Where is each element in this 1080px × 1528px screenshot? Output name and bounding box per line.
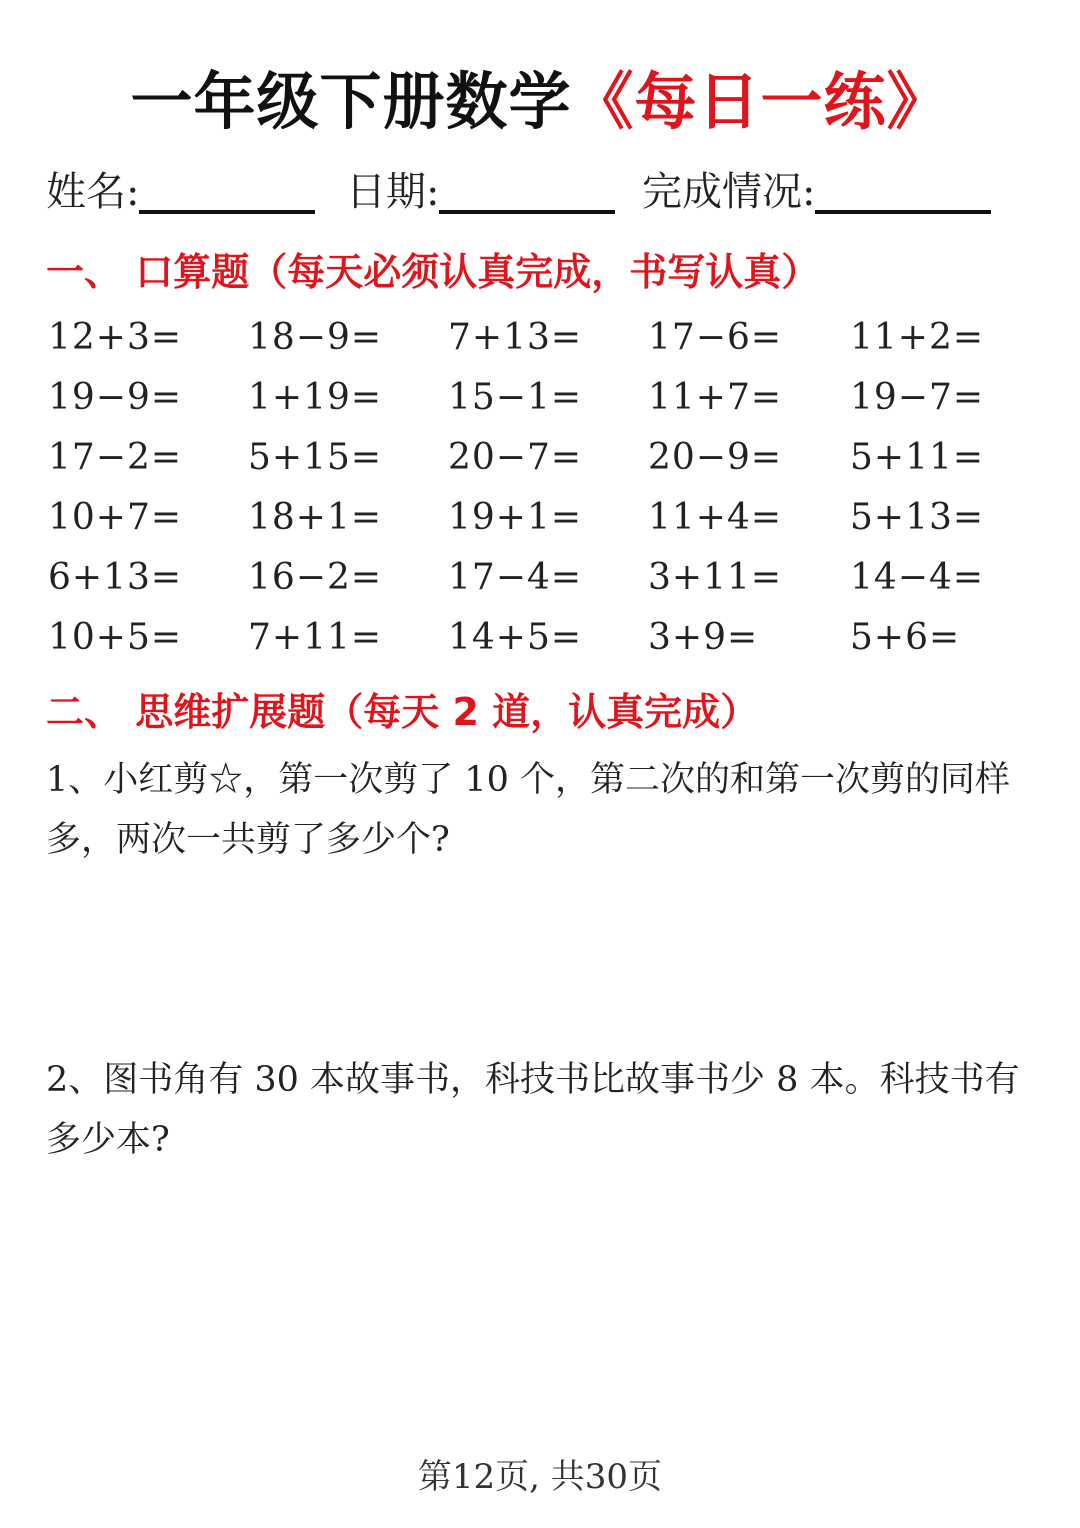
math-item: 12+3= (48, 317, 183, 358)
mental-math-grid (46, 308, 1046, 668)
date-blank-line (439, 166, 615, 214)
student-info-row (46, 162, 1036, 222)
math-item: 14+5= (448, 617, 583, 658)
math-item: 11+4= (648, 497, 783, 538)
math-item: 10+7= (48, 497, 183, 538)
status-blank-line (815, 166, 991, 214)
math-item: 20−9= (648, 437, 783, 478)
math-item: 7+11= (248, 617, 383, 658)
math-item: 17−6= (648, 317, 783, 358)
math-item: 3+11= (648, 557, 783, 598)
math-item: 5+6= (850, 617, 961, 658)
math-item: 19−7= (850, 377, 985, 418)
math-item: 14−4= (850, 557, 985, 598)
grid-row (46, 428, 1046, 488)
title-highlight: 《每日一练》 (571, 65, 950, 138)
math-item: 18−9= (248, 317, 383, 358)
name-label: 姓名: (46, 169, 140, 215)
word-problem-2: 2、图书角有 30 本故事书，科技书比故事书少 8 本。科技书有多少本? (46, 1060, 1020, 1160)
math-item: 6+13= (48, 557, 183, 598)
math-item: 3+9= (648, 617, 759, 658)
date-label: 日期: (346, 169, 440, 215)
math-item: 17−2= (48, 437, 183, 478)
math-item: 5+11= (850, 437, 985, 478)
math-item: 19+1= (448, 497, 583, 538)
math-item: 10+5= (48, 617, 183, 658)
math-item: 1+19= (248, 377, 383, 418)
name-blank-line (139, 166, 315, 214)
word-problem-1: 1、小红剪☆，第一次剪了 10 个，第二次的和第一次剪的同样多，两次一共剪了多少个? (46, 760, 1011, 860)
status-label: 完成情况: (642, 169, 816, 215)
math-item: 5+13= (850, 497, 985, 538)
page-title (0, 62, 1080, 142)
grid-row (46, 308, 1046, 368)
math-item: 11+7= (648, 377, 783, 418)
math-item: 11+2= (850, 317, 985, 358)
status-field (642, 162, 991, 222)
math-item: 15−1= (448, 377, 583, 418)
math-item: 7+13= (448, 317, 583, 358)
math-item: 16−2= (248, 557, 383, 598)
name-field (46, 162, 315, 222)
section-heading-thinking: 二、 思维扩展题（每天 2 道，认真完成） (46, 690, 759, 734)
section-heading-mental-math: 一、 口算题（每天必须认真完成，书写认真） (46, 250, 820, 294)
math-item: 20−7= (448, 437, 583, 478)
grid-row (46, 368, 1046, 428)
math-item: 17−4= (448, 557, 583, 598)
page-indicator: 第12页, 共30页 (417, 1457, 663, 1497)
grid-row (46, 488, 1046, 548)
grid-row (46, 548, 1046, 608)
title-main: 一年级下册数学 (130, 65, 572, 138)
math-item: 5+15= (248, 437, 383, 478)
math-item: 18+1= (248, 497, 383, 538)
date-field (346, 162, 615, 222)
grid-row (46, 608, 1046, 668)
math-item: 19−9= (48, 377, 183, 418)
